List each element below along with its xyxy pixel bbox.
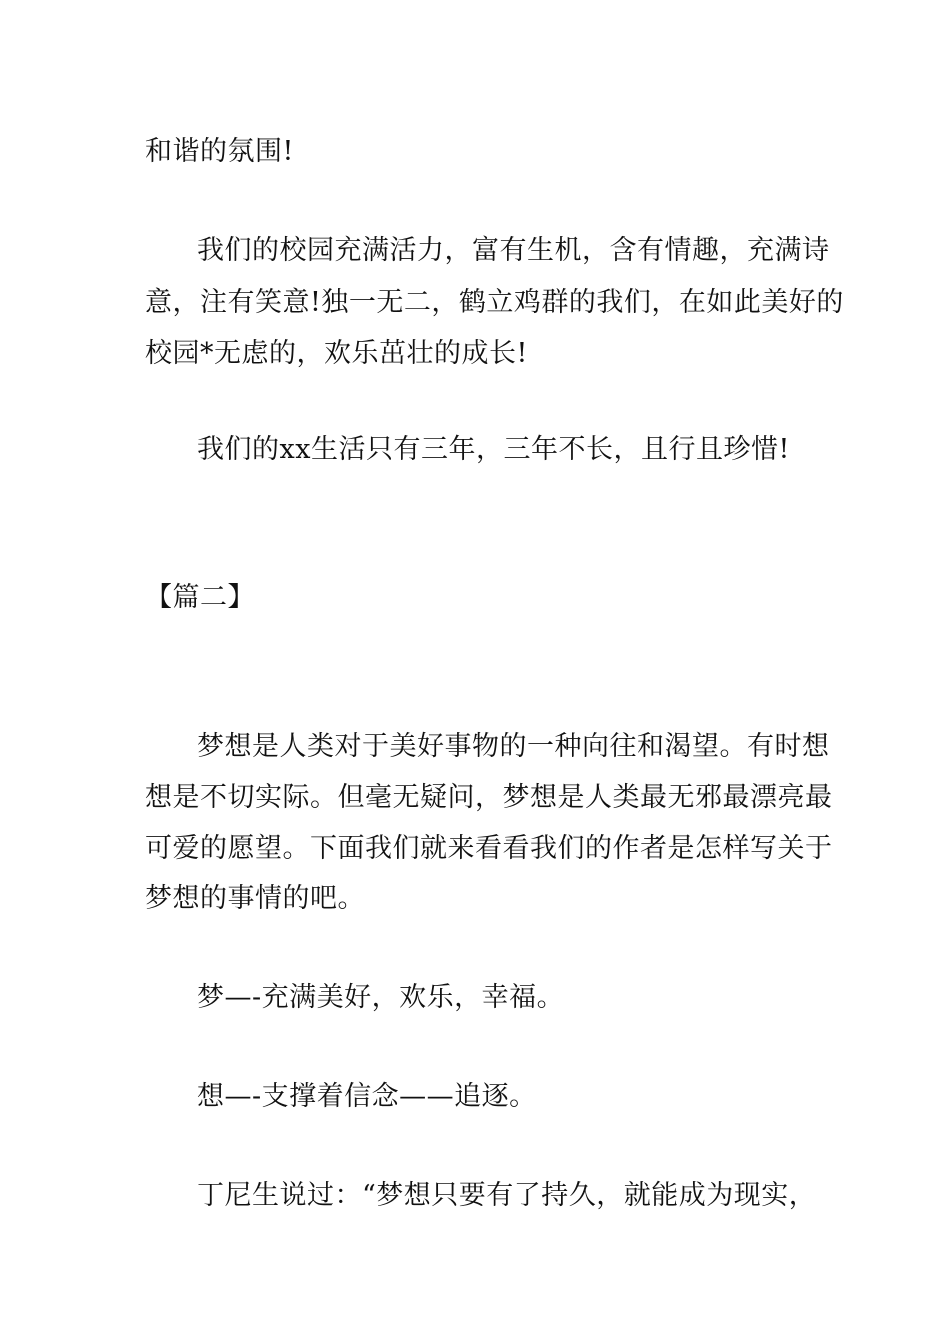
paragraph-first-line: 想—-支撑着信念——追逐。 xyxy=(197,1081,537,1112)
paragraph-first-line: 丁尼生说过：“梦想只要有了持久，就能成为现实， xyxy=(197,1180,817,1211)
paragraph-first-line: 梦想是人类对于美好事物的一种向往和渴望。有时想 xyxy=(197,731,830,762)
section-heading: 【篇二】 xyxy=(145,582,255,613)
paragraph-first-line: 我们的xx生活只有三年，三年不长，且行且珍惜! xyxy=(197,434,790,465)
paragraph-first-line: 我们的校园充满活力，富有生机，含有情趣，充满诗 xyxy=(197,235,830,266)
text-line: 想是不切实际。但毫无疑问，梦想是人类最无邪最漂亮最 xyxy=(145,782,833,813)
paragraph-first-line: 梦—-充满美好，欢乐，幸福。 xyxy=(197,982,565,1013)
text-line: 校园*无虑的，欢乐茁壮的成长! xyxy=(145,338,528,369)
text-line: 意，注有笑意!独一无二，鹤立鸡群的我们，在如此美好的 xyxy=(145,287,844,318)
text-line: 可爱的愿望。下面我们就来看看我们的作者是怎样写关于 xyxy=(145,833,833,864)
text-line: 和谐的氛围! xyxy=(145,136,294,167)
text-line: 梦想的事情的吧。 xyxy=(145,883,365,914)
